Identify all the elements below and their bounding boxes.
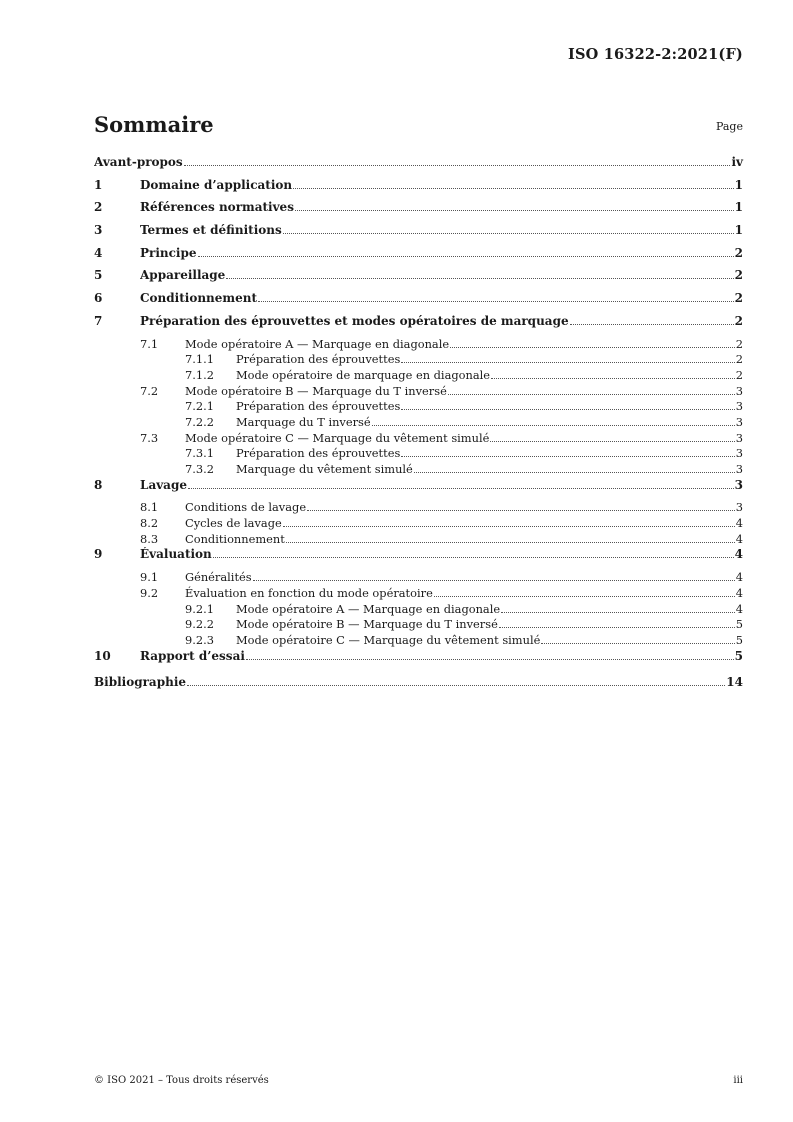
page-column-label: Page [715,120,743,133]
footer-page-number: iii [733,1075,743,1086]
toc-entry[interactable] [94,337,743,353]
toc-entry-number: 5 [94,268,103,283]
toc-entry-number: 7.3.1 [185,446,214,461]
dot-leader [450,347,735,348]
toc-entry-page: 3 [735,500,743,515]
toc-entry[interactable] [94,384,743,400]
dot-leader [253,580,735,581]
toc-entry[interactable] [94,586,743,602]
toc-entry[interactable] [94,516,743,532]
toc-entry[interactable] [94,675,743,698]
toc-entry-title: Lavage [140,477,187,492]
dot-leader [184,165,731,166]
toc-entry-number: 9.2 [140,585,159,600]
toc-entry-page: 2 [734,291,743,306]
toc-entry-title: Conditionnement [185,531,285,546]
toc-entry-title: Cycles de lavage [185,516,282,531]
toc-entry[interactable] [94,314,743,337]
toc-entry-page: 3 [735,446,743,461]
toc-entry[interactable] [94,547,743,570]
toc-entry-title: Marquage du vêtement simulé [236,462,413,476]
toc-entry[interactable] [94,200,743,223]
toc-entry[interactable] [94,399,743,415]
dot-leader [499,627,735,628]
dot-leader [434,596,735,597]
toc-entry-number: 7.2 [140,383,159,398]
toc-entry-title: Évaluation en fonction du mode opératoire [185,585,433,600]
toc-entry-number: 9.2.3 [185,632,214,647]
dot-leader [541,643,734,644]
toc-entry-title: Domaine d’application [140,177,293,192]
toc-entry-page: 2 [735,367,743,382]
toc-entry-page: 3 [734,477,743,492]
dot-leader [187,685,725,686]
toc-entry-page: 2 [735,352,743,367]
toc-entry-title: Préparation des éprouvettes [236,399,401,414]
toc-entry[interactable] [94,602,743,618]
dot-leader [401,362,734,363]
toc-entry-number: 2 [94,200,103,215]
toc-entry-number: 7.1.1 [185,352,214,367]
dot-leader [401,409,734,410]
table-of-contents [94,155,743,698]
toc-entry[interactable] [94,268,743,291]
toc-entry-page: 3 [735,399,743,414]
toc-entry-number: 8.3 [140,531,159,546]
dot-leader [372,425,735,426]
toc-entry-page: 4 [735,570,743,585]
toc-entry-title: Préparation des éprouvettes [236,446,401,461]
toc-entry[interactable] [94,570,743,586]
toc-entry-title: Avant-propos [94,155,183,169]
toc-entry-page: 5 [734,648,743,663]
toc-entry-number: 9 [94,547,103,562]
toc-entry[interactable] [94,500,743,516]
dot-leader [491,378,735,379]
toc-entry[interactable] [94,223,743,246]
toc-entry-number: 3 [94,223,103,238]
toc-entry-page: 3 [735,414,743,429]
document-id: ISO 16322-2:2021(F) [567,46,743,63]
toc-entry-title: Bibliographie [94,675,187,690]
dot-leader [401,456,734,457]
toc-entry-title: Appareillage [140,268,226,283]
toc-entry-number: 7 [94,313,103,328]
dot-leader [570,324,734,325]
toc-entry-page: 3 [735,462,743,476]
toc-entry-title: Principe [140,245,197,260]
toc-entry-title: Conditions de lavage [185,500,307,515]
toc-entry-page: 5 [735,632,743,647]
toc-entry[interactable] [94,462,743,478]
toc-entry-number: 1 [94,177,103,192]
toc-entry[interactable] [94,532,743,548]
toc-entry[interactable] [94,478,743,501]
toc-entry-number: 7.2.2 [185,414,214,429]
toc-entry-title: Marquage du T inversé [236,414,371,429]
toc-entry-title: Préparation des éprouvettes [236,352,401,367]
toc-entry-page: 2 [735,336,743,351]
toc-entry[interactable] [94,431,743,447]
toc-entry-title: Références normatives [140,200,294,215]
dot-leader [293,188,734,189]
toc-entry[interactable] [94,352,743,368]
toc-entry[interactable] [94,415,743,431]
toc-entry-page: 3 [735,383,743,398]
toc-entry-title: Mode opératoire A — Marquage en diagonale [185,336,450,351]
toc-entry-title: Termes et définitions [140,223,282,238]
toc-entry-page: 2 [734,245,743,260]
toc-entry-title: Rapport d’essai [140,648,245,663]
dot-leader [414,472,735,473]
toc-entry-page: 2 [734,268,743,283]
toc-entry-page: 5 [735,617,743,632]
toc-entry-title: Généralités [185,570,252,585]
toc-entry[interactable] [94,155,743,178]
toc-entry-title: Mode opératoire C — Marquage du vêtement simulé [236,632,541,647]
toc-entry-title: Préparation des éprouvettes et modes opératoires de marquage [140,313,569,328]
toc-entry-page: 1 [734,223,743,238]
dot-leader [258,301,734,302]
toc-entry[interactable] [94,291,743,314]
toc-entry[interactable] [94,633,743,649]
dot-leader [246,659,734,660]
toc-entry[interactable] [94,617,743,633]
toc-entry[interactable] [94,446,743,462]
dot-leader [295,210,734,211]
toc-entry-number: 9.2.2 [185,617,214,632]
toc-entry[interactable] [94,178,743,201]
toc-entry-page: 1 [734,200,743,215]
dot-leader [307,510,735,511]
toc-entry-page: 4 [735,516,743,531]
toc-entry-title: Mode opératoire B — Marquage du T inversé [236,617,498,632]
toc-entry-number: 8 [94,477,103,492]
toc-entry-title: Évaluation [140,547,212,562]
dot-leader [501,612,735,613]
dot-leader [188,488,734,489]
toc-entry[interactable] [94,649,743,672]
footer-copyright: © ISO 2021 – Tous droits réservés [94,1075,269,1086]
toc-entry-page: 3 [735,430,743,445]
dot-leader [213,557,734,558]
toc-entry[interactable] [94,368,743,384]
toc-entry-number: 7.2.1 [185,399,214,414]
toc-entry-number: 7.1.2 [185,367,214,382]
toc-entry-title: Mode opératoire A — Marquage en diagonale [236,601,501,616]
toc-header [94,112,743,142]
toc-entry-title: Mode opératoire B — Marquage du T inversé [185,383,447,398]
toc-entry-title: Mode opératoire C — Marquage du vêtement simulé [185,430,490,445]
toc-entry-page: 2 [734,313,743,328]
toc-title: Sommaire [94,112,214,137]
toc-entry-number: 10 [94,648,111,663]
toc-entry-page: 14 [726,675,743,690]
dot-leader [198,256,734,257]
dot-leader [283,233,734,234]
toc-entry-number: 4 [94,245,103,260]
toc-entry-title: Conditionnement [140,291,258,306]
toc-entry-number: 7.3.2 [185,462,214,476]
toc-entry-page: 4 [735,531,743,546]
toc-entry-page: 4 [734,547,743,562]
toc-entry-number: 9.1 [140,570,159,585]
toc-entry-number: 6 [94,291,103,306]
toc-entry-number: 7.3 [140,430,159,445]
toc-entry-page: 1 [734,177,743,192]
toc-entry-page: 4 [735,585,743,600]
dot-leader [283,526,735,527]
dot-leader [286,542,735,543]
toc-entry-number: 9.2.1 [185,601,214,616]
toc-entry-number: 7.1 [140,336,159,351]
toc-entry-number: 8.2 [140,516,159,531]
toc-entry[interactable] [94,246,743,269]
dot-leader [448,394,735,395]
toc-entry-title: Mode opératoire de marquage en diagonale [236,367,491,382]
dot-leader [226,278,733,279]
toc-entry-page: 4 [735,601,743,616]
toc-entry-number: 8.1 [140,500,159,515]
dot-leader [490,441,734,442]
toc-entry-page: iv [731,155,743,169]
